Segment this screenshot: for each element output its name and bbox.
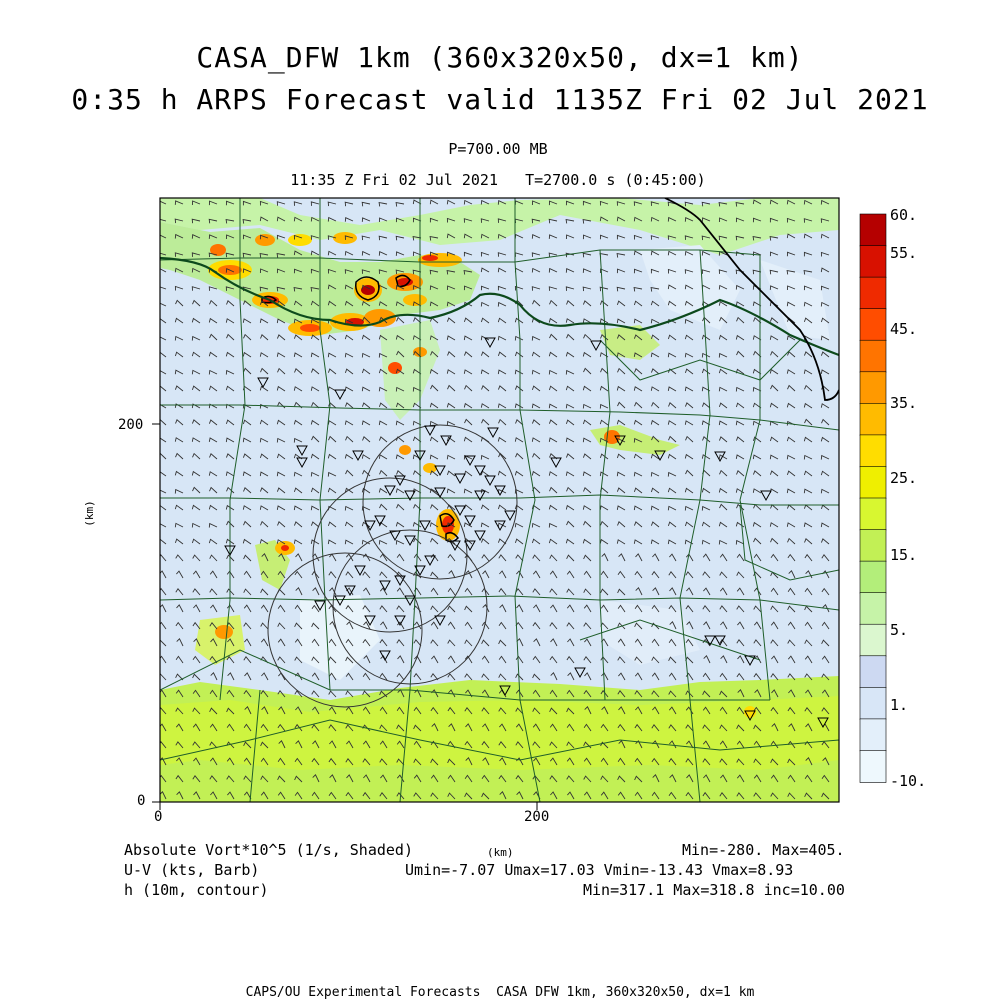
colorbar-swatch bbox=[860, 403, 886, 435]
colorbar-label: 45. bbox=[890, 320, 918, 338]
field-line-3-right: Min=317.1 Max=318.8 inc=10.00 bbox=[583, 881, 845, 899]
km-label-center: (km) bbox=[487, 846, 514, 859]
colorbar-swatch bbox=[860, 340, 886, 372]
x-tick-0: 0 bbox=[154, 809, 163, 825]
time-label: 11:35 Z Fri 02 Jul 2021 T=2700.0 s (0:45:00) bbox=[290, 171, 706, 189]
south-positive-band-inner bbox=[160, 696, 839, 770]
colorbar-swatch bbox=[860, 561, 886, 593]
colorbar-label: 15. bbox=[890, 546, 918, 564]
pressure-label: P=700.00 MB bbox=[448, 140, 548, 158]
colorbar-label: 60. bbox=[890, 206, 918, 224]
colorbar-swatch bbox=[860, 214, 886, 246]
y-tick-200: 200 bbox=[118, 417, 144, 433]
colorbar-swatch bbox=[860, 656, 886, 688]
colorbar-swatch bbox=[860, 593, 886, 625]
colorbar-swatch bbox=[860, 498, 886, 530]
field-line-1-right: Min=-280. Max=405. bbox=[682, 841, 845, 859]
colorbar-label: 25. bbox=[890, 469, 918, 487]
field-line-3-left: h (10m, contour) bbox=[124, 881, 269, 899]
colorbar-swatch bbox=[860, 624, 886, 656]
colorbar-label: 35. bbox=[890, 394, 918, 412]
colorbar-swatch bbox=[860, 466, 886, 498]
colorbar-label: 5. bbox=[890, 621, 909, 639]
x-tick-200: 200 bbox=[524, 809, 550, 825]
colorbar-swatch bbox=[860, 309, 886, 341]
colorbar-swatch bbox=[860, 719, 886, 751]
colorbar-swatch bbox=[860, 435, 886, 467]
title-line-2: 0:35 h ARPS Forecast valid 1135Z Fri 02 Jul 2021 bbox=[71, 83, 929, 116]
colorbar bbox=[860, 214, 886, 783]
field-line-2-right: Umin=-7.07 Umax=17.03 Vmin=-13.43 Vmax=8.93 bbox=[405, 861, 794, 879]
colorbar-swatch bbox=[860, 750, 886, 782]
footer-credit: CAPS/OU Experimental Forecasts CASA DFW 1km, 360x320x50, dx=1 km bbox=[245, 985, 755, 1000]
colorbar-label: 1. bbox=[890, 696, 909, 714]
field-line-2-left: U-V (kts, Barb) bbox=[124, 861, 260, 879]
colorbar-swatch bbox=[860, 530, 886, 562]
colorbar-label: 55. bbox=[890, 244, 918, 262]
title-line-1: CASA_DFW 1km (360x320x50, dx=1 km) bbox=[196, 41, 804, 74]
y-axis-label: (km) bbox=[82, 500, 96, 527]
colorbar-swatch bbox=[860, 372, 886, 404]
colorbar-swatch bbox=[860, 277, 886, 309]
field-line-1-left: Absolute Vort*10^5 (1/s, Shaded) bbox=[124, 841, 413, 859]
colorbar-swatch bbox=[860, 246, 886, 278]
colorbar-label: -10. bbox=[890, 772, 927, 790]
colorbar-swatch bbox=[860, 687, 886, 719]
y-tick-0: 0 bbox=[137, 793, 146, 809]
